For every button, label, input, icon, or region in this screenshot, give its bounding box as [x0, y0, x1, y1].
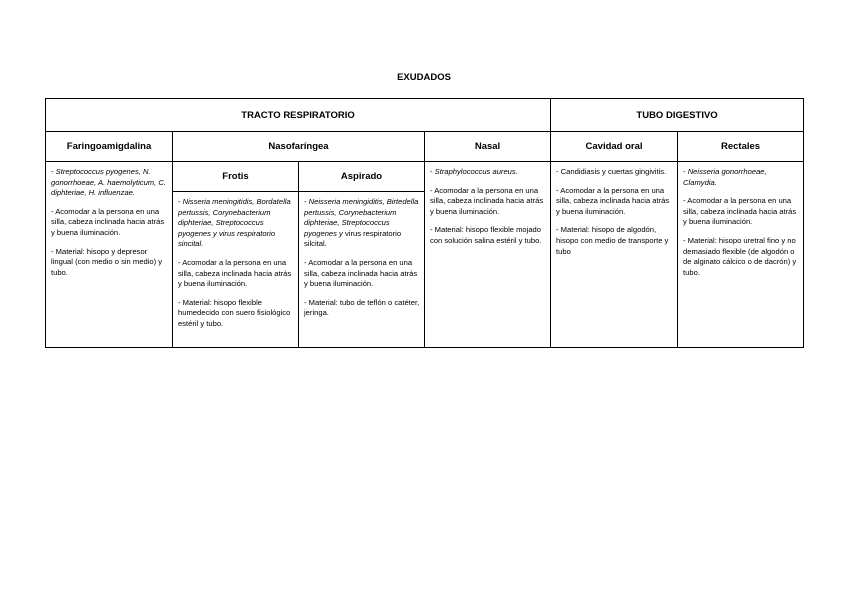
position-text: - Acomodar a la persona en una silla, cabeza inclinada hacia atrás y buena iluminación.	[304, 257, 418, 289]
header-nasofaringea: Nasofaríngea	[173, 132, 425, 162]
header-rectales: Rectales	[678, 132, 804, 162]
cell-cavidad-oral	[551, 162, 678, 348]
header-faringoamigdalina: Faringoamigdalina	[46, 132, 173, 162]
position-text: - Acomodar a la persona en una silla, cabeza inclinada hacia atrás y buena iluminación.	[683, 196, 797, 227]
header-nasal: Nasal	[425, 132, 551, 162]
organisms-text: Streptococcus pyogenes, N. gonorrhoeae, A. haemolyticum, C. diphteriae, H. influenzae.	[51, 167, 166, 198]
organisms-text: Neisseria meningiditis, Birtedella pertussis, Corynebacterium diphteriae, Streptococcus pyogenes y	[304, 197, 419, 238]
header-tracto-respiratorio: TRACTO RESPIRATORIO	[46, 99, 551, 132]
material-text: - Material: hisopo uretral fino y no demasiado flexible (de algodón o de alginato cálcico o de dacrón) y tubo.	[683, 235, 797, 277]
cell-nasal: - Straphylococcus aureus. - Acomodar a la persona en una silla, cabeza inclinada hacia atrás y buena iluminación. - Material: hisopo flexible mojado con solución salina estéril y tubo.	[425, 162, 551, 348]
organisms-text: - Candidiasis y cuertas gingivitis.	[556, 167, 667, 176]
cell-rectales: - Neisseria gonorrhoeae, Clamydia. - Acomodar a la persona en una silla, cabeza inclinada hacia atrás y buena iluminación. - Material: hisopo uretral fino y no demasiado flexible (de algodón o de alginato cálcico o de dacrón) y tubo.	[678, 162, 804, 348]
header-cavidad-oral: Cavidad oral	[551, 132, 678, 162]
position-text: - Acomodar a la persona en una silla, cabeza inclinada hacia atrás y buena iluminación.	[178, 257, 292, 289]
cell-frotis: - Nisseria meningitidis, Bordatella pertussis, Corynebacterium diphteriae, Streptococcus pyogenes y virus respiratorio sincital. - Acomodar a la persona en una silla, cabeza inclinada hacia atrás y buena iluminación. - Material: hisopo flexible humedecido con suero fisiológico estéril y tubo.	[173, 192, 299, 348]
organisms-text: Straphylococcus aureus.	[434, 167, 518, 176]
position-text: - Acomodar a la persona en una silla, cabeza inclinada hacia atrás y buena iluminación.	[430, 185, 544, 216]
material-text: - Material: hisopo flexible mojado con solución salina estéril y tubo.	[430, 225, 542, 245]
header-aspirado: Aspirado	[299, 162, 425, 192]
material-text: - Material: hisopo flexible humedecido con suero fisiológico estéril y tubo.	[178, 297, 291, 328]
organisms-text: Nisseria meningitidis, Bordatella pertussis, Corynebacterium diphteriae, Streptococcus pyogenes y virus respiratorio sincital.	[178, 197, 291, 249]
header-tubo-digestivo: TUBO DIGESTIVO	[551, 99, 804, 132]
position-text: - Acomodar a la persona en una silla, cabeza inclinada hacia atrás y buena iluminación.	[556, 185, 670, 216]
cell-faringoamigdalina: - Streptococcus pyogenes, N. gonorrhoeae, A. haemolyticum, C. diphteriae, H. influenzae. - Acomodar a la persona en una silla, cabeza inclinada hacia atrás y buena iluminación. - Material: hisopo y depresor lingual (con medio o sin medio) y tubo.	[46, 162, 173, 348]
organisms-text: Neisseria gonorrhoeae, Clamydia.	[683, 167, 767, 187]
page-title: EXUDADOS	[397, 72, 451, 83]
material-text: - Material: tubo de teflón o catéter, jeringa.	[304, 297, 420, 318]
cell-aspirado: - Neisseria meningiditis, Birtedella pertussis, Corynebacterium diphteriae, Streptococcus pyogenes y virus respiratorio silcital. - Acomodar a la persona en una silla, cabeza inclinada hacia atrás y buena iluminación. - Material: tubo de teflón o catéter, jeringa.	[299, 192, 425, 348]
position-text: - Acomodar a la persona en una silla, cabeza inclinada hacia atrás y buena iluminación.	[51, 206, 165, 237]
material-text: - Material: hisopo de algodón, hisopo con medio de transporte y tubo	[556, 225, 669, 256]
exudados-table	[45, 98, 804, 348]
material-text: - Material: hisopo y depresor lingual (con medio o sin medio) y tubo.	[51, 246, 163, 277]
header-frotis: Frotis	[173, 162, 299, 192]
